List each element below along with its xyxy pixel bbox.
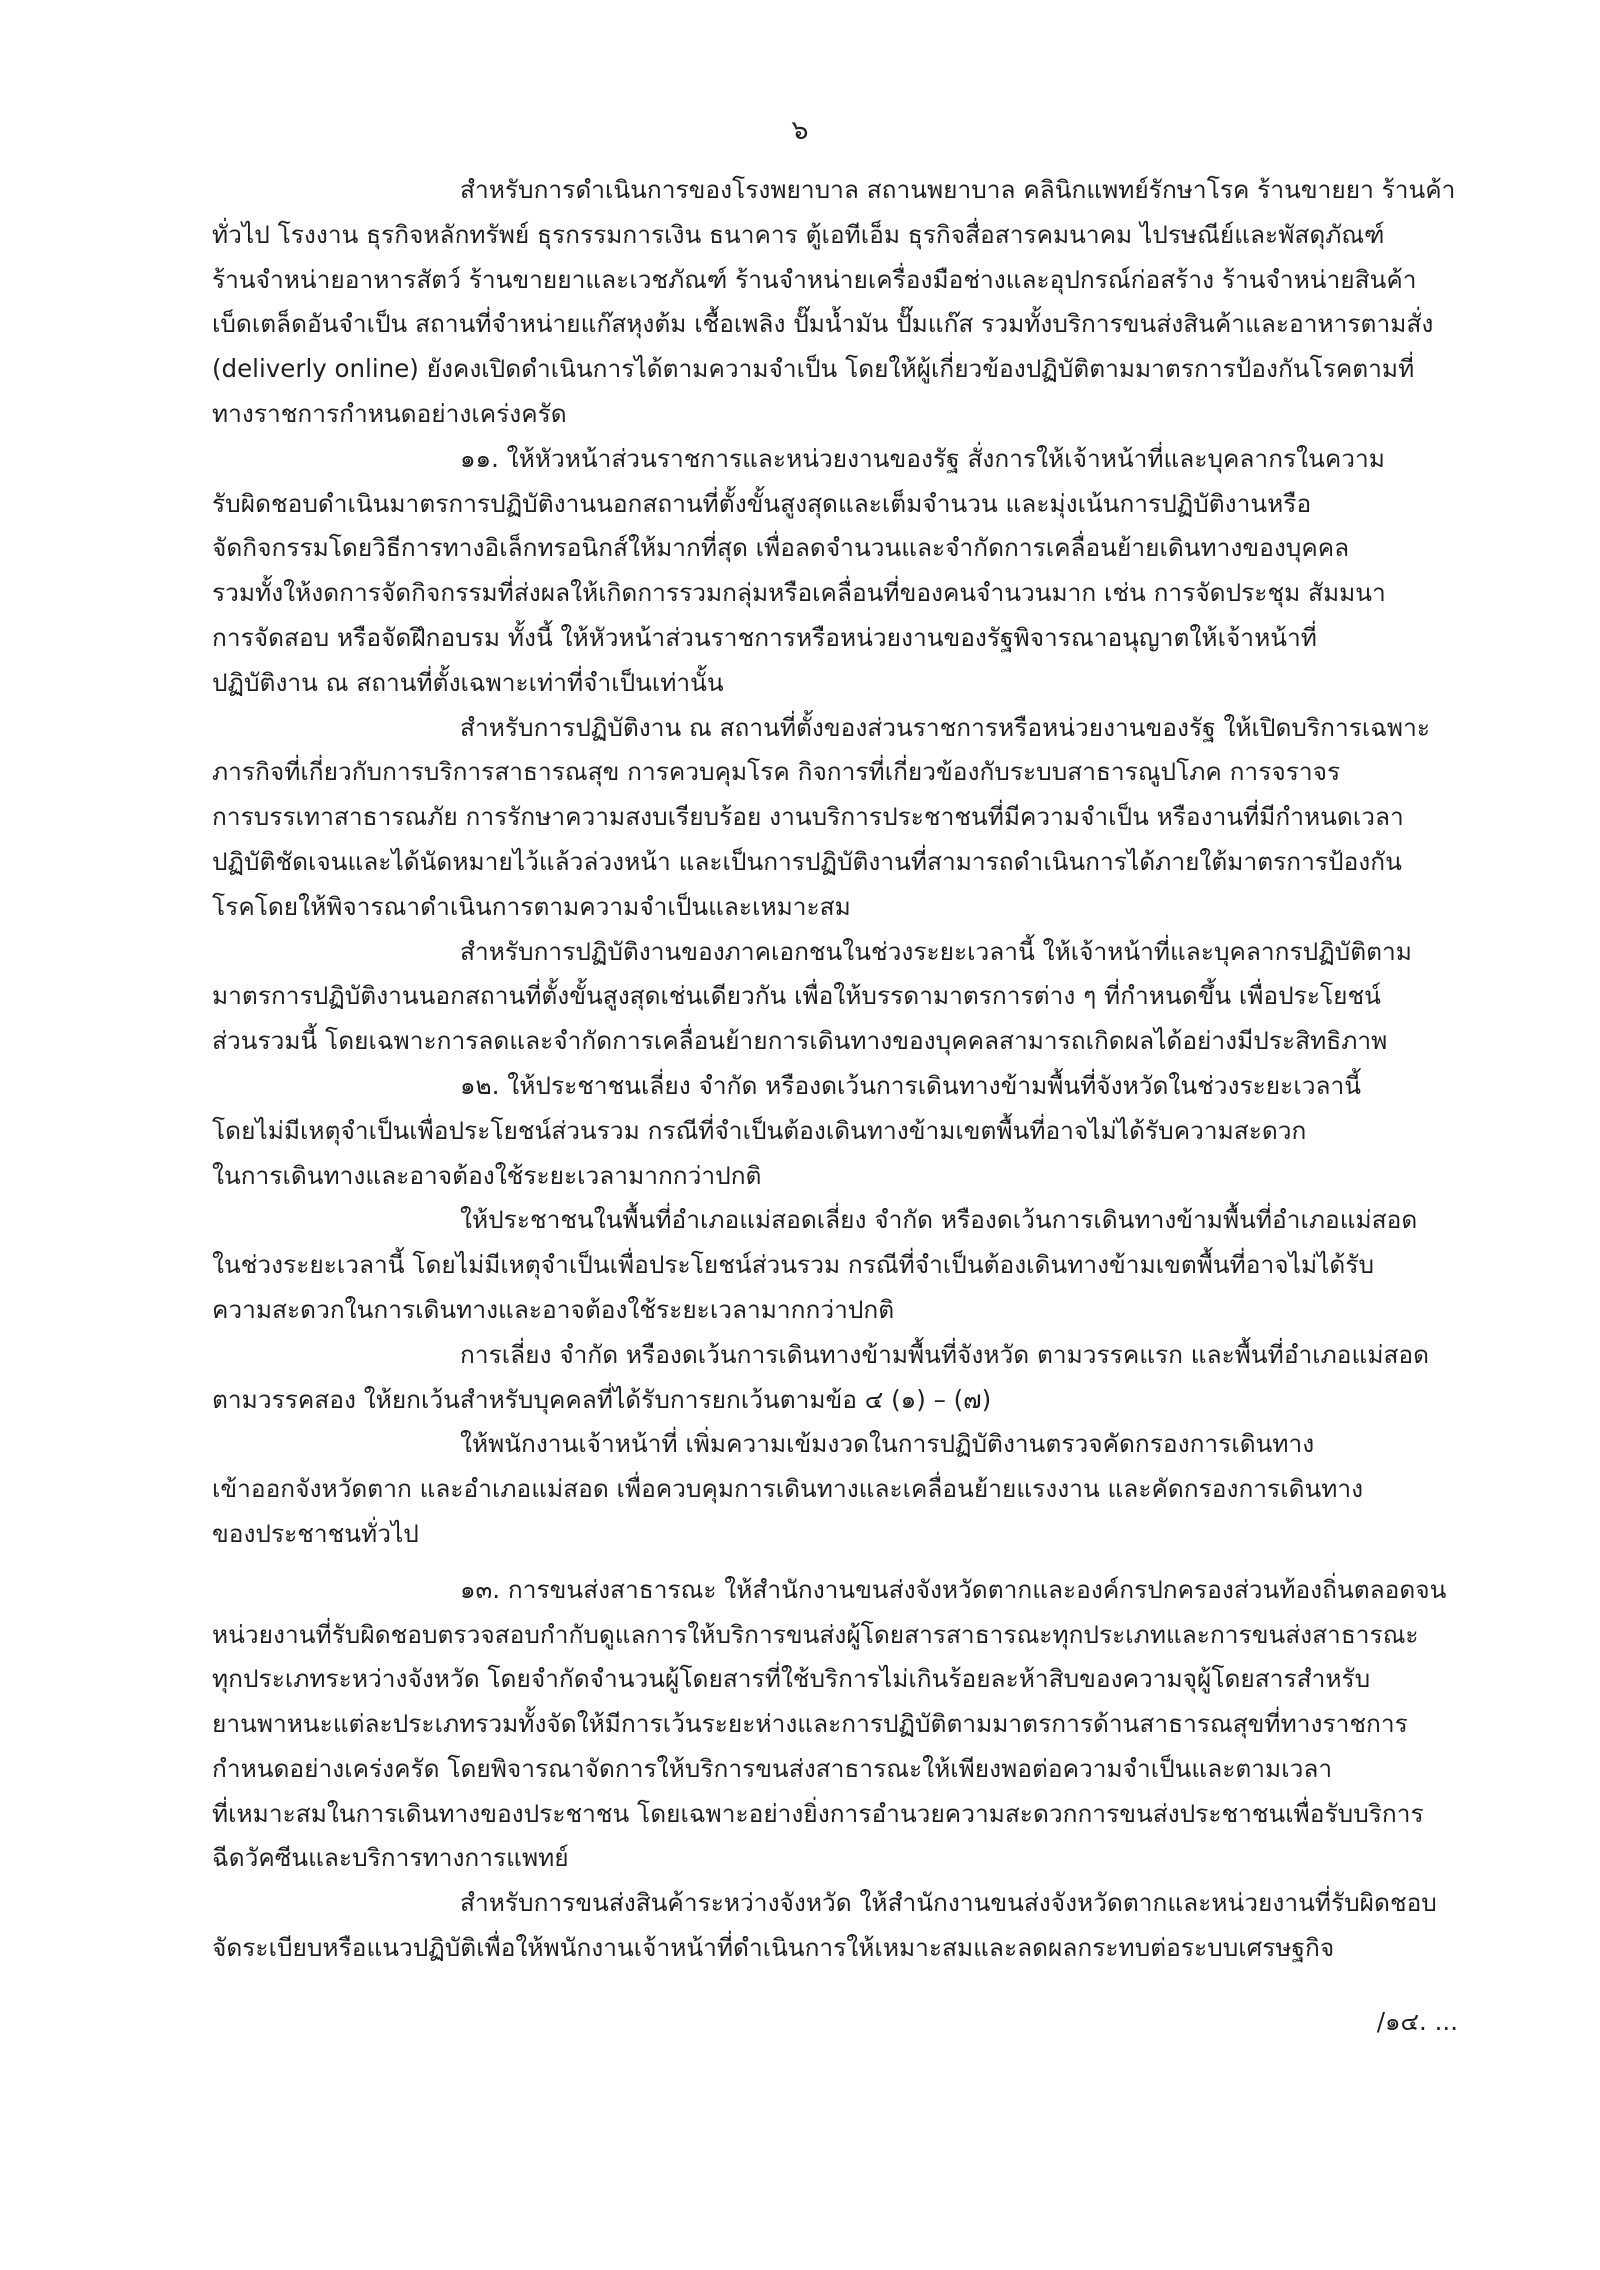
text-line: (deliverly online) ยังคงเปิดดำเนินการได้ตามความจำเป็น โดยให้ผู้เกี่ยวข้องปฏิบัติตามมาตรการป้องกันโรคตามที่ — [212, 354, 1415, 384]
text-line: ทั่วไป โรงงาน ธุรกิจหลักทรัพย์ ธุรกรรมการเงิน ธนาคาร ตู้เอทีเอ็ม ธุรกิจสื่อสารคมนาคม ไปรษณีย์และพัสดุภัณฑ์ — [212, 219, 1385, 249]
text-line: รับผิดชอบดำเนินมาตรการปฏิบัติงานนอกสถานที่ตั้งขั้นสูงสุดและเต็มจำนวน และมุ่งเน้นการปฏิบัติงานหรือ — [212, 488, 1312, 518]
text-line: ทางราชการกำหนดอย่างเคร่งครัด — [212, 398, 567, 428]
text-line: ในการเดินทางและอาจต้องใช้ระยะเวลามากกว่าปกติ — [212, 1160, 762, 1190]
text-line: ความสะดวกในการเดินทางและอาจต้องใช้ระยะเวลามากกว่าปกติ — [212, 1294, 895, 1324]
text-line: สำหรับการดำเนินการของโรงพยาบาล สถานพยาบาล คลินิกแพทย์รักษาโรค ร้านขายยา ร้านค้า — [460, 175, 1456, 204]
text-line: ๑๓. การขนส่งสาธารณะ ให้สำนักงานขนส่งจังหวัดตากและองค์กรปกครองส่วนท้องถิ่นตลอดจน — [460, 1574, 1447, 1604]
text-line: หน่วยงานที่รับผิดชอบตรวจสอบกำกับดูแลการให้บริการขนส่งผู้โดยสารสาธารณะทุกประเภทและการขนส่งสาธารณะ — [212, 1619, 1419, 1649]
text-line: ให้พนักงานเจ้าหน้าที่ เพิ่มความเข้มงวดในการปฏิบัติงานตรวจคัดกรองการเดินทาง — [460, 1429, 1315, 1459]
text-line: การบรรเทาสาธารณภัย การรักษาความสงบเรียบร้อย งานบริการประชาชนที่มีความจำเป็น หรืองานที่มีกำหนดเวลา — [212, 802, 1404, 832]
text-line: โรคโดยให้พิจารณาดำเนินการตามความจำเป็นและเหมาะสม — [212, 891, 851, 921]
text-line: สำหรับการขนส่งสินค้าระหว่างจังหวัด ให้สำนักงานขนส่งจังหวัดตากและหน่วยงานที่รับผิดชอบ — [460, 1888, 1437, 1918]
page-number: ๖ — [791, 115, 809, 146]
text-line: กำหนดอย่างเคร่งครัด โดยพิจารณาจัดการให้บริการขนส่งสาธารณะให้เพียงพอต่อความจำเป็นและตามเวลา — [212, 1753, 1333, 1783]
text-line: ปฏิบัติงาน ณ สถานที่ตั้งเฉพาะเท่าที่จำเป็นเท่านั้น — [212, 667, 724, 697]
text-line: ยานพาหนะแต่ละประเภทรวมทั้งจัดให้มีการเว้นระยะห่างและการปฏิบัติตามมาตรการด้านสาธารณสุขที่ทางราชการ — [212, 1709, 1408, 1739]
text-line: เบ็ดเตล็ดอันจำเป็น สถานที่จำหน่ายแก๊สหุงต้ม เชื้อเพลิง ปั๊มน้ำมัน ปั๊มแก๊ส รวมทั้งบริการขนส่งสินค้าและอาหารตามสั่ง — [212, 309, 1434, 339]
text-line: รวมทั้งให้งดการจัดกิจกรรมที่ส่งผลให้เกิดการรวมกลุ่มหรือเคลื่อนที่ของคนจำนวนมาก เช่น การจัดประชุม สัมมนา — [212, 578, 1386, 608]
text-line: ภารกิจที่เกี่ยวกับการบริการสาธารณสุข การควบคุมโรค กิจการที่เกี่ยวข้องกับระบบสาธารณูปโภค การจราจร — [212, 757, 1341, 787]
text-line: โดยไม่มีเหตุจำเป็นเพื่อประโยชน์ส่วนรวม กรณีที่จำเป็นต้องเดินทางข้ามเขตพื้นที่อาจไม่ได้รับความสะดวก — [212, 1115, 1307, 1145]
text-line: ของประชาชนทั่วไป — [212, 1518, 419, 1548]
continuation-marker: /๑๔. ... — [1376, 2007, 1458, 2036]
text-line: สำหรับการปฏิบัติงาน ณ สถานที่ตั้งของส่วนราชการหรือหน่วยงานของรัฐ ให้เปิดบริการเฉพาะ — [460, 712, 1430, 742]
text-line: ๑๑. ให้หัวหน้าส่วนราชการและหน่วยงานของรัฐ สั่งการให้เจ้าหน้าที่และบุคลากรในความ — [460, 443, 1385, 473]
text-line: ทุกประเภทระหว่างจังหวัด โดยจำกัดจำนวนผู้โดยสารที่ใช้บริการไม่เกินร้อยละห้าสิบของความจุผู้โดยสารสำหรับ — [212, 1664, 1371, 1694]
text-line: เข้าออกจังหวัดตาก และอำเภอแม่สอด เพื่อควบคุมการเดินทางและเคลื่อนย้ายแรงงาน และคัดกรองการเดินทาง — [212, 1474, 1364, 1504]
text-line: ส่วนรวมนี้ โดยเฉพาะการลดและจำกัดการเคลื่อนย้ายการเดินทางของบุคคลสามารถเกิดผลได้อย่างมีประสิทธิภาพ — [212, 1026, 1388, 1056]
text-line: ที่เหมาะสมในการเดินทางของประชาชน โดยเฉพาะอย่างยิ่งการอำนวยความสะดวกการขนส่งประชาชนเพื่อรับบริการ — [212, 1798, 1424, 1828]
text-line: ตามวรรคสอง ให้ยกเว้นสำหรับบุคคลที่ได้รับการยกเว้นตามข้อ ๔ (๑) – (๗) — [212, 1384, 992, 1414]
document-body — [212, 168, 1458, 1971]
text-line: การเลี่ยง จำกัด หรืองดเว้นการเดินทางข้ามพื้นที่จังหวัด ตามวรรคแรก และพื้นที่อำเภอแม่สอด — [460, 1339, 1430, 1369]
text-line: จัดกิจกรรมโดยวิธีการทางอิเล็กทรอนิกส์ให้มากที่สุด เพื่อลดจำนวนและจำกัดการเคลื่อนย้ายเดินทางของบุคคล — [212, 533, 1350, 563]
text-line: ร้านจำหน่ายอาหารสัตว์ ร้านขายยาและเวชภัณฑ์ ร้านจำหน่ายเครื่องมือช่างและอุปกรณ์ก่อสร้าง ร้านจำหน่ายสินค้า — [212, 264, 1417, 294]
text-line: การจัดสอบ หรือจัดฝึกอบรม ทั้งนี้ ให้หัวหน้าส่วนราชการหรือหน่วยงานของรัฐพิจารณาอนุญาตให้เจ้าหน้าที่ — [212, 622, 1317, 652]
text-line: สำหรับการปฏิบัติงานของภาคเอกชนในช่วงระยะเวลานี้ ให้เจ้าหน้าที่และบุคลากรปฏิบัติตาม — [460, 936, 1412, 966]
text-line: ฉีดวัคซีนและบริการทางการแพทย์ — [212, 1843, 569, 1873]
text-line: จัดระเบียบหรือแนวปฏิบัติเพื่อให้พนักงานเจ้าหน้าที่ดำเนินการให้เหมาะสมและลดผลกระทบต่อระบบเศรษฐกิจ — [212, 1933, 1335, 1963]
text-line: ๑๒. ให้ประชาชนเลี่ยง จำกัด หรืองดเว้นการเดินทางข้ามพื้นที่จังหวัดในช่วงระยะเวลานี้ — [460, 1070, 1361, 1100]
text-line: ในช่วงระยะเวลานี้ โดยไม่มีเหตุจำเป็นเพื่อประโยชน์ส่วนรวม กรณีที่จำเป็นต้องเดินทางข้ามเขตพื้นที่อาจไม่ได้รับ — [212, 1250, 1375, 1280]
text-line: ปฏิบัติชัดเจนและได้นัดหมายไว้แล้วล่วงหน้า และเป็นการปฏิบัติงานที่สามารถดำเนินการได้ภายใต้มาตรการป้องกัน — [212, 846, 1402, 876]
text-line: ให้ประชาชนในพื้นที่อำเภอแม่สอดเลี่ยง จำกัด หรืองดเว้นการเดินทางข้ามพื้นที่อำเภอแม่สอด — [460, 1205, 1418, 1235]
text-line: มาตรการปฏิบัติงานนอกสถานที่ตั้งขั้นสูงสุดเช่นเดียวกัน เพื่อให้บรรดามาตรการต่าง ๆ ที่กำหนดขึ้น เพื่อประโยชน์ — [212, 981, 1381, 1011]
